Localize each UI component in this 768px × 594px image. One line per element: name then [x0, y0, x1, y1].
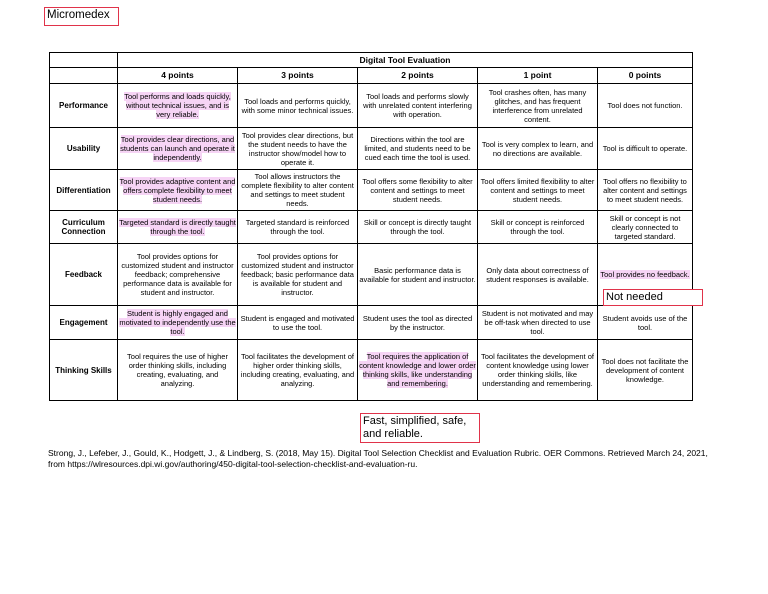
table-cell	[118, 84, 238, 128]
table-cell: Tool is very complex to learn, and no directions are available.	[478, 128, 598, 170]
column-header	[50, 68, 118, 84]
table-cell: Student is engaged and motivated to use the tool.	[238, 306, 358, 340]
table-cell: Student avoids use of the tool.	[598, 306, 693, 340]
table-cell: Tool does not function.	[598, 84, 693, 128]
table-row	[50, 84, 693, 128]
table-cell: Student is not motivated and may be off-task when directed to use tool.	[478, 306, 598, 340]
comment-micromedex[interactable]: Micromedex	[44, 7, 119, 26]
column-header: 1 point	[478, 68, 598, 84]
table-cell: Tool loads and performs quickly, with some minor technical issues.	[238, 84, 358, 128]
table-row	[50, 170, 693, 211]
highlighted-text: Targeted standard is directly taught through the tool.	[119, 218, 236, 236]
table-cell	[118, 211, 238, 244]
row-label: Curriculum Connection	[50, 211, 118, 244]
table-cell	[118, 306, 238, 340]
table-cell: Directions within the tool are limited, and students need to be cued each time the tool is used.	[358, 128, 478, 170]
table-cell: Tool offers no flexibility to alter content and settings to meet student needs.	[598, 170, 693, 211]
table-cell: Skill or concept is not clearly connected to targeted standard.	[598, 211, 693, 244]
row-label: Usability	[50, 128, 118, 170]
table-header-row	[50, 68, 693, 84]
column-header: 0 points	[598, 68, 693, 84]
table-row	[50, 211, 693, 244]
column-header: 4 points	[118, 68, 238, 84]
table-cell: Skill or concept is reinforced through the tool.	[478, 211, 598, 244]
row-label: Differentiation	[50, 170, 118, 211]
rubric-table	[49, 52, 693, 401]
table-cell: Tool does not facilitate the development of content knowledge.	[598, 340, 693, 401]
citation-text: Strong, J., Lefeber, J., Gould, K., Hodgett, J., & Lindberg, S. (2018, May 15). Digital Tool Selection Checklist and Evaluation Rubric. OER Commons. Retrieved March 24, 2021, from https://wlresources.dpi.wi.gov/authoring/450-digital-tool-selection-checklist-and-evaluation-ru.	[48, 448, 708, 469]
highlighted-text: Tool provides no feedback.	[600, 270, 690, 279]
title-spacer	[50, 53, 118, 68]
highlighted-text: Tool provides clear directions, and students can launch and operate it independently.	[120, 135, 235, 162]
table-cell: Tool allows instructors the complete flexibility to alter content and settings to meet student needs.	[238, 170, 358, 211]
table-cell: Tool provides clear directions, but the student needs to have the instructor show/model how to operate it.	[238, 128, 358, 170]
comment-not-needed[interactable]: Not needed	[603, 289, 703, 306]
table-cell: Tool offers some flexibility to alter content and settings to meet student needs.	[358, 170, 478, 211]
table-cell	[358, 340, 478, 401]
table-cell: Only data about correctness of student responses is available.	[478, 244, 598, 306]
table-cell: Tool provides options for customized student and instructor feedback; basic performance data is available for student and instructor.	[238, 244, 358, 306]
table-row	[50, 306, 693, 340]
table-cell: Basic performance data is available for student and instructor.	[358, 244, 478, 306]
table-cell: Tool provides options for customized student and instructor feedback; comprehensive performance data is available for student and instructor.	[118, 244, 238, 306]
highlighted-text: Tool performs and loads quickly, without technical issues, and is very reliable.	[124, 92, 231, 119]
highlighted-text: Student is highly engaged and motivated to independently use the tool.	[119, 309, 236, 336]
row-label: Feedback	[50, 244, 118, 306]
table-cell: Tool loads and performs slowly with unrelated content interfering with operation.	[358, 84, 478, 128]
table-cell: Tool is difficult to operate.	[598, 128, 693, 170]
table-title: Digital Tool Evaluation	[118, 53, 693, 68]
highlighted-text: Tool requires the application of content knowledge and lower order thinking skills, like understanding and remembering.	[359, 352, 476, 388]
table-cell: Targeted standard is reinforced through the tool.	[238, 211, 358, 244]
row-label: Thinking Skills	[50, 340, 118, 401]
table-cell	[118, 170, 238, 211]
table-row	[50, 244, 693, 306]
column-header: 2 points	[358, 68, 478, 84]
table-cell	[118, 128, 238, 170]
table-cell: Tool facilitates the development of higher order thinking skills, including creating, evaluating, and analyzing.	[238, 340, 358, 401]
table-cell: Tool crashes often, has many glitches, and has frequent interference from unrelated content.	[478, 84, 598, 128]
row-label: Performance	[50, 84, 118, 128]
highlighted-text: Tool provides adaptive content and offers complete flexibility to meet student needs.	[119, 176, 236, 204]
table-cell: Skill or concept is directly taught through the tool.	[358, 211, 478, 244]
row-label: Engagement	[50, 306, 118, 340]
table-title-row	[50, 53, 693, 68]
table-cell: Tool offers limited flexibility to alter content and settings to meet student needs.	[478, 170, 598, 211]
table-row	[50, 340, 693, 401]
table-cell: Tool facilitates the development of content knowledge using lower order thinking skills, like understanding and remembering.	[478, 340, 598, 401]
table-row	[50, 128, 693, 170]
table-cell: Tool requires the use of higher order thinking skills, including creating, evaluating, and analyzing.	[118, 340, 238, 401]
column-header: 3 points	[238, 68, 358, 84]
table-cell: Student uses the tool as directed by the instructor.	[358, 306, 478, 340]
comment-fast-reliable[interactable]: Fast, simplified, safe, and reliable.	[360, 413, 480, 443]
